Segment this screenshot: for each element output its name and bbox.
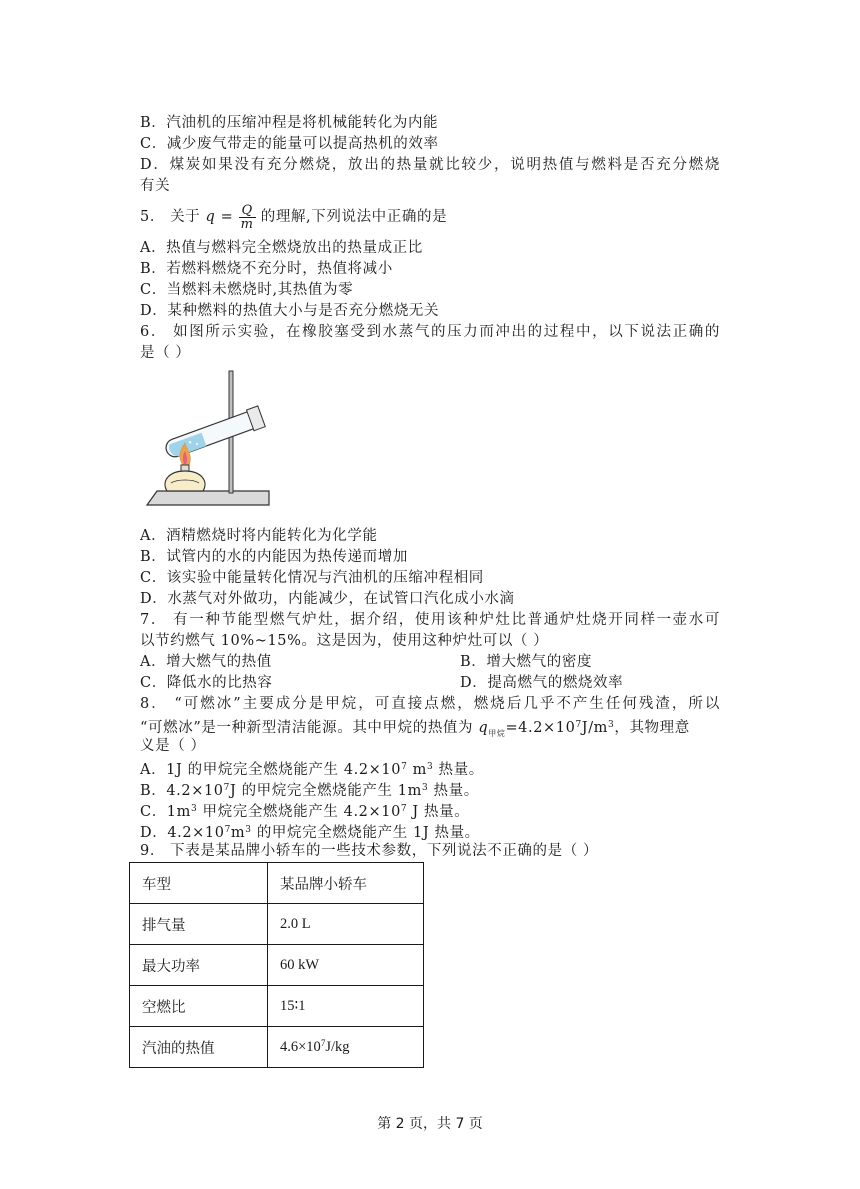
q8-option-b	[140, 778, 740, 801]
q4-option-d-line1: D．煤炭如果没有充分燃烧，放出的热量就比较少，说明热值与燃料是否充分燃烧	[140, 157, 720, 173]
q8-a-exp3: 3	[426, 762, 434, 772]
q7-option-c	[140, 673, 740, 693]
table-row	[130, 986, 424, 1027]
q5-q: q	[205, 209, 216, 225]
q8-q-sub: 甲烷	[488, 728, 506, 738]
q8-c-exp3: 3	[190, 804, 198, 814]
heat-value-unit: J/kg	[325, 1039, 350, 1055]
table-cell: 车型	[130, 863, 268, 904]
q8-d-exp3: 3	[245, 825, 252, 835]
table-cell: 汽油的热值	[130, 1027, 268, 1068]
q8-c-end: J 热量。	[407, 804, 470, 820]
table-cell: 排气量	[130, 904, 268, 945]
car-spec-table	[129, 862, 424, 1068]
table-cell: 2.0 L	[268, 904, 424, 945]
q5-option-a: A．热值与燃料完全燃烧放出的热量成正比	[140, 240, 423, 256]
table-row	[130, 945, 424, 986]
q8-b-end: 热量。	[428, 783, 479, 799]
q8-a-pre: A．1J 的甲烷完全燃烧能产生 4.2×10	[140, 762, 402, 778]
q7-stem-line2: 以节约燃气 10%~15%。这是因为，使用这种炉灶可以（ ）	[140, 633, 549, 649]
q6-option-a: A．酒精燃烧时将内能转化为化学能	[140, 528, 378, 544]
table-row	[130, 1027, 424, 1068]
heat-value-pre: 4.6×10	[280, 1039, 321, 1055]
q6-stem-line1: 6． 如图所示实验，在橡胶塞受到水蒸气的压力而冲出的过程中，以下说法正确的	[140, 324, 720, 340]
table-cell: 空燃比	[130, 986, 268, 1027]
table-cell	[268, 1027, 424, 1068]
q8-exp7: 7	[575, 720, 582, 730]
q8-a-end: 热量。	[433, 762, 484, 778]
table-cell: 15∶1	[268, 986, 424, 1027]
stand-base	[147, 491, 269, 505]
q8-a-exp7: 7	[401, 762, 408, 772]
q6-option-c: C．该实验中能量转化情况与汽油机的压缩冲程相同	[140, 570, 484, 586]
q5-eq: =	[215, 209, 239, 225]
q6-option-d: D．水蒸气对外做功，内能减少，在试管口汽化成小水滴	[140, 591, 515, 607]
q4-option-d-line2: 有关	[140, 178, 171, 194]
q5-suffix: 的理解,下列说法中正确的是	[255, 209, 448, 225]
q8-line2-end: ，其物理意	[614, 720, 690, 736]
table-row	[130, 904, 424, 945]
q8-option-c	[140, 799, 740, 822]
q8-line2-pre: “可燃冰”是一种新型清洁能源。其中甲烷的热值为	[140, 720, 479, 736]
q5-fraction-num: Q	[239, 204, 256, 218]
q8-stem-line3: 义是（ ）	[140, 738, 206, 754]
q5-fraction	[239, 204, 256, 231]
q8-d-mid: m	[230, 825, 246, 841]
q6-stem-line2: 是（ ）	[140, 345, 191, 361]
q8-unit: J/m	[581, 720, 609, 736]
q5-option-c: C．当燃料未燃烧时,其热值为零	[140, 282, 354, 298]
q4-option-c: C．减少废气带走的能量可以提高热机的效率	[140, 136, 439, 152]
q5-fraction-den: m	[240, 216, 254, 232]
table-row	[130, 863, 424, 904]
table-cell: 某品牌小轿车	[268, 863, 424, 904]
q8-q: q	[478, 720, 489, 736]
q5-stem	[140, 199, 740, 235]
q7-option-a-text: A．增大燃气的热值	[140, 654, 272, 670]
q4-option-b: B．汽油机的压缩冲程是将机械能转化为内能	[140, 115, 439, 131]
q7-option-d: D．提高燃气的燃烧效率	[460, 675, 624, 691]
test-tube	[163, 406, 265, 461]
q8-line2-post: =4.2×10	[505, 720, 576, 736]
q8-d-exp7: 7	[224, 825, 231, 835]
q8-stem-line1: 8． “可燃冰”主要成分是甲烷，可直接点燃，燃烧后几乎不产生任何残渣，所以	[140, 696, 720, 712]
q8-c-pre: C．1m	[140, 804, 191, 820]
q8-c-exp7: 7	[400, 804, 408, 814]
q8-c-mid: 甲烷完全燃烧能产生 4.2×10	[197, 804, 401, 820]
page-footer: 第 2 页，共 7 页	[377, 1116, 483, 1132]
q7-option-b: B．增大燃气的密度	[460, 654, 593, 670]
heat-value-exp: 7	[320, 1038, 326, 1048]
q8-exp3: 3	[608, 720, 615, 730]
q7-option-c-text: C．降低水的比热容	[140, 675, 273, 691]
q8-b-pre: B．4.2×10	[140, 783, 224, 799]
q5-prefix: 5． 关于	[140, 209, 206, 225]
q8-d-pre: D．4.2×10	[140, 825, 225, 841]
alcohol-lamp-test-tube-figure	[143, 367, 273, 517]
q8-b-exp3: 3	[421, 783, 429, 793]
table-cell: 最大功率	[130, 945, 268, 986]
q5-option-b: B．若燃料燃烧不充分时，热值将减小	[140, 261, 393, 277]
q8-b-mid: J 的甲烷完全燃烧能产生 1m	[229, 783, 422, 799]
q6-option-b: B．试管内的水的内能因为热传递而增加	[140, 549, 408, 565]
q8-a-mid: m	[407, 762, 427, 778]
q7-stem-line1: 7． 有一种节能型燃气炉灶，据介绍，使用该种炉灶比普通炉灶烧开同样一壶水可	[140, 612, 720, 628]
q7-option-a	[140, 652, 740, 672]
lamp-cap	[181, 465, 189, 471]
q8-b-exp7: 7	[223, 783, 230, 793]
q8-option-a	[140, 757, 740, 780]
q9-stem: 9． 下表是某品牌小轿车的一些技术参数，下列说法不正确的是（ ）	[140, 843, 599, 859]
q8-d-end: 的甲烷完全燃烧能产生 1J 热量。	[251, 825, 480, 841]
alcohol-lamp	[165, 471, 205, 491]
table-cell: 60 kW	[268, 945, 424, 986]
q5-option-d: D．某种燃料的热值大小与是否充分燃烧无关	[140, 303, 440, 319]
q8-option-d	[140, 820, 740, 843]
